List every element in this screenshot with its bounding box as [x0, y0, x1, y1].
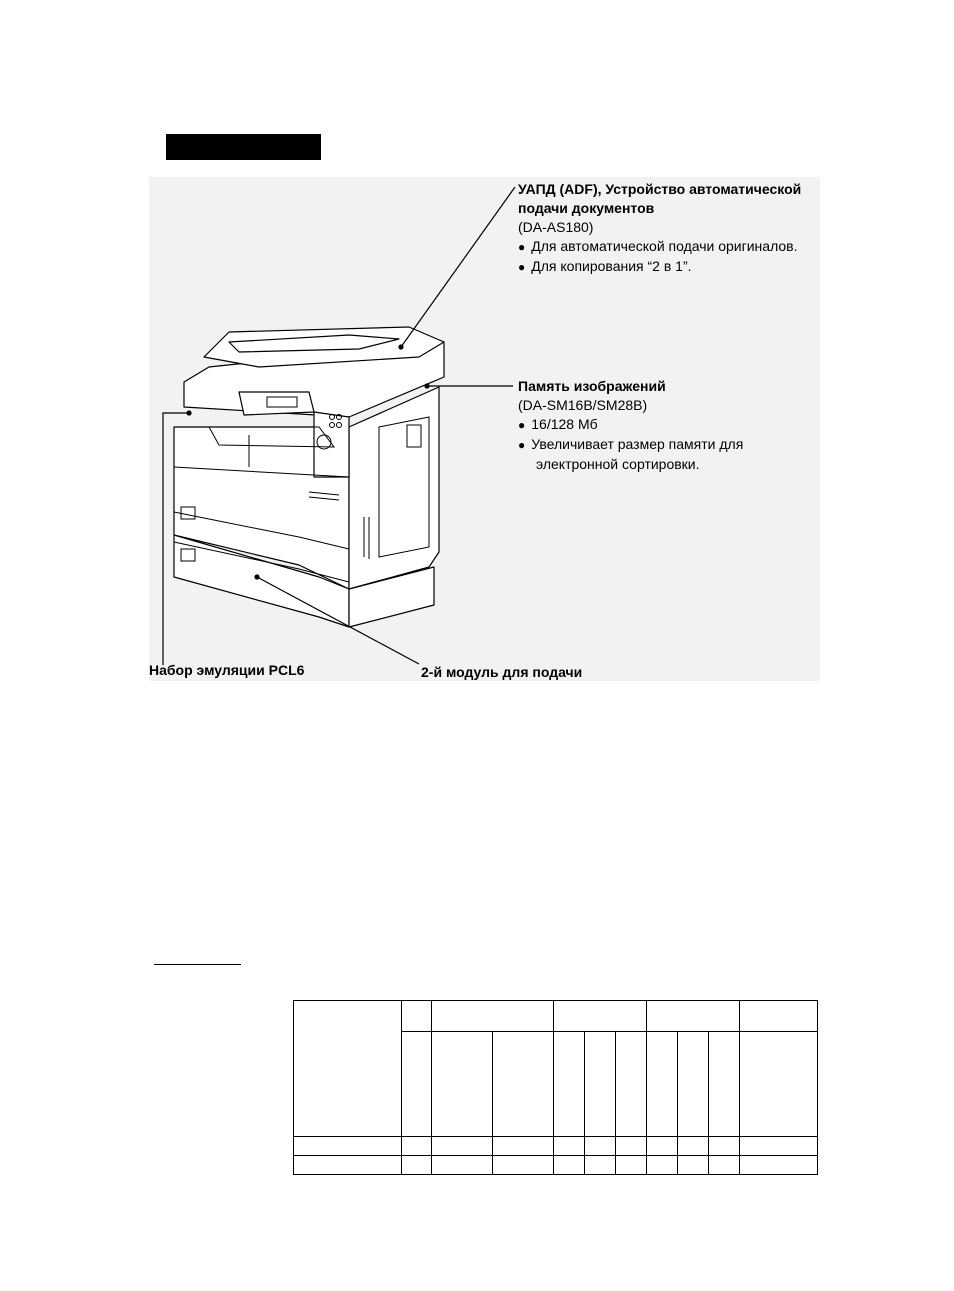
table-cell [709, 1032, 740, 1137]
table-cell [647, 1156, 678, 1175]
adf-bullet-2: ● Для копирования “2 в 1”. [518, 257, 801, 277]
table-cell [678, 1137, 709, 1156]
table-cell [554, 1032, 585, 1137]
adf-title-line2: подачи документов [518, 200, 655, 216]
table-cell [402, 1137, 432, 1156]
memory-title: Память изображений [518, 378, 666, 394]
table-cell [585, 1032, 616, 1137]
table-cell [678, 1032, 709, 1137]
memory-bullet-2-cont: электронной сортировки. [536, 456, 700, 472]
section-underline [154, 964, 241, 965]
table-cell [432, 1137, 493, 1156]
table-cell [432, 1001, 554, 1032]
table-cell [585, 1137, 616, 1156]
table-cell [647, 1032, 678, 1137]
table-row [294, 1156, 818, 1175]
table-cell [616, 1156, 647, 1175]
table-cell [616, 1032, 647, 1137]
feeder-label: 2-й модуль для подачи [421, 664, 583, 680]
table-cell [554, 1156, 585, 1175]
table-cell [493, 1032, 554, 1137]
table-cell [402, 1156, 432, 1175]
table-cell [402, 1032, 432, 1137]
table-cell [647, 1137, 678, 1156]
table-row [294, 1001, 818, 1032]
table-cell [740, 1032, 818, 1137]
memory-callout [518, 377, 743, 474]
table-cell [493, 1156, 554, 1175]
table-cell [585, 1156, 616, 1175]
pcl-label: Набор эмуляции PCL6 [149, 662, 305, 678]
memory-model: (DA-SM16B/SM28B) [518, 397, 648, 413]
memory-bullet-1: ● 16/128 Мб [518, 415, 743, 435]
table-cell [402, 1001, 432, 1032]
table-cell [554, 1137, 585, 1156]
adf-title-line1: УАПД (ADF), Устройство автоматической [518, 181, 802, 197]
adf-callout [518, 180, 801, 277]
table-cell [294, 1137, 402, 1156]
table-cell [554, 1001, 647, 1032]
table-row [294, 1137, 818, 1156]
table-cell [616, 1137, 647, 1156]
table-cell [432, 1032, 493, 1137]
memory-bullet-2: ● Увеличивает размер памяти для [518, 435, 743, 455]
adf-model: (DA-AS180) [518, 219, 594, 235]
section-header-bar [166, 134, 321, 160]
spec-table [293, 1000, 818, 1175]
table-cell [493, 1137, 554, 1156]
table-cell [294, 1156, 402, 1175]
table-cell [647, 1001, 740, 1032]
table-cell [709, 1137, 740, 1156]
table-cell [740, 1156, 818, 1175]
table-cell [740, 1001, 818, 1032]
table-cell [432, 1156, 493, 1175]
table-cell [709, 1156, 740, 1175]
table-cell [678, 1156, 709, 1175]
table-cell [740, 1137, 818, 1156]
table-cell [294, 1001, 402, 1137]
adf-bullet-1: ● Для автоматической подачи оригиналов. [518, 237, 801, 257]
